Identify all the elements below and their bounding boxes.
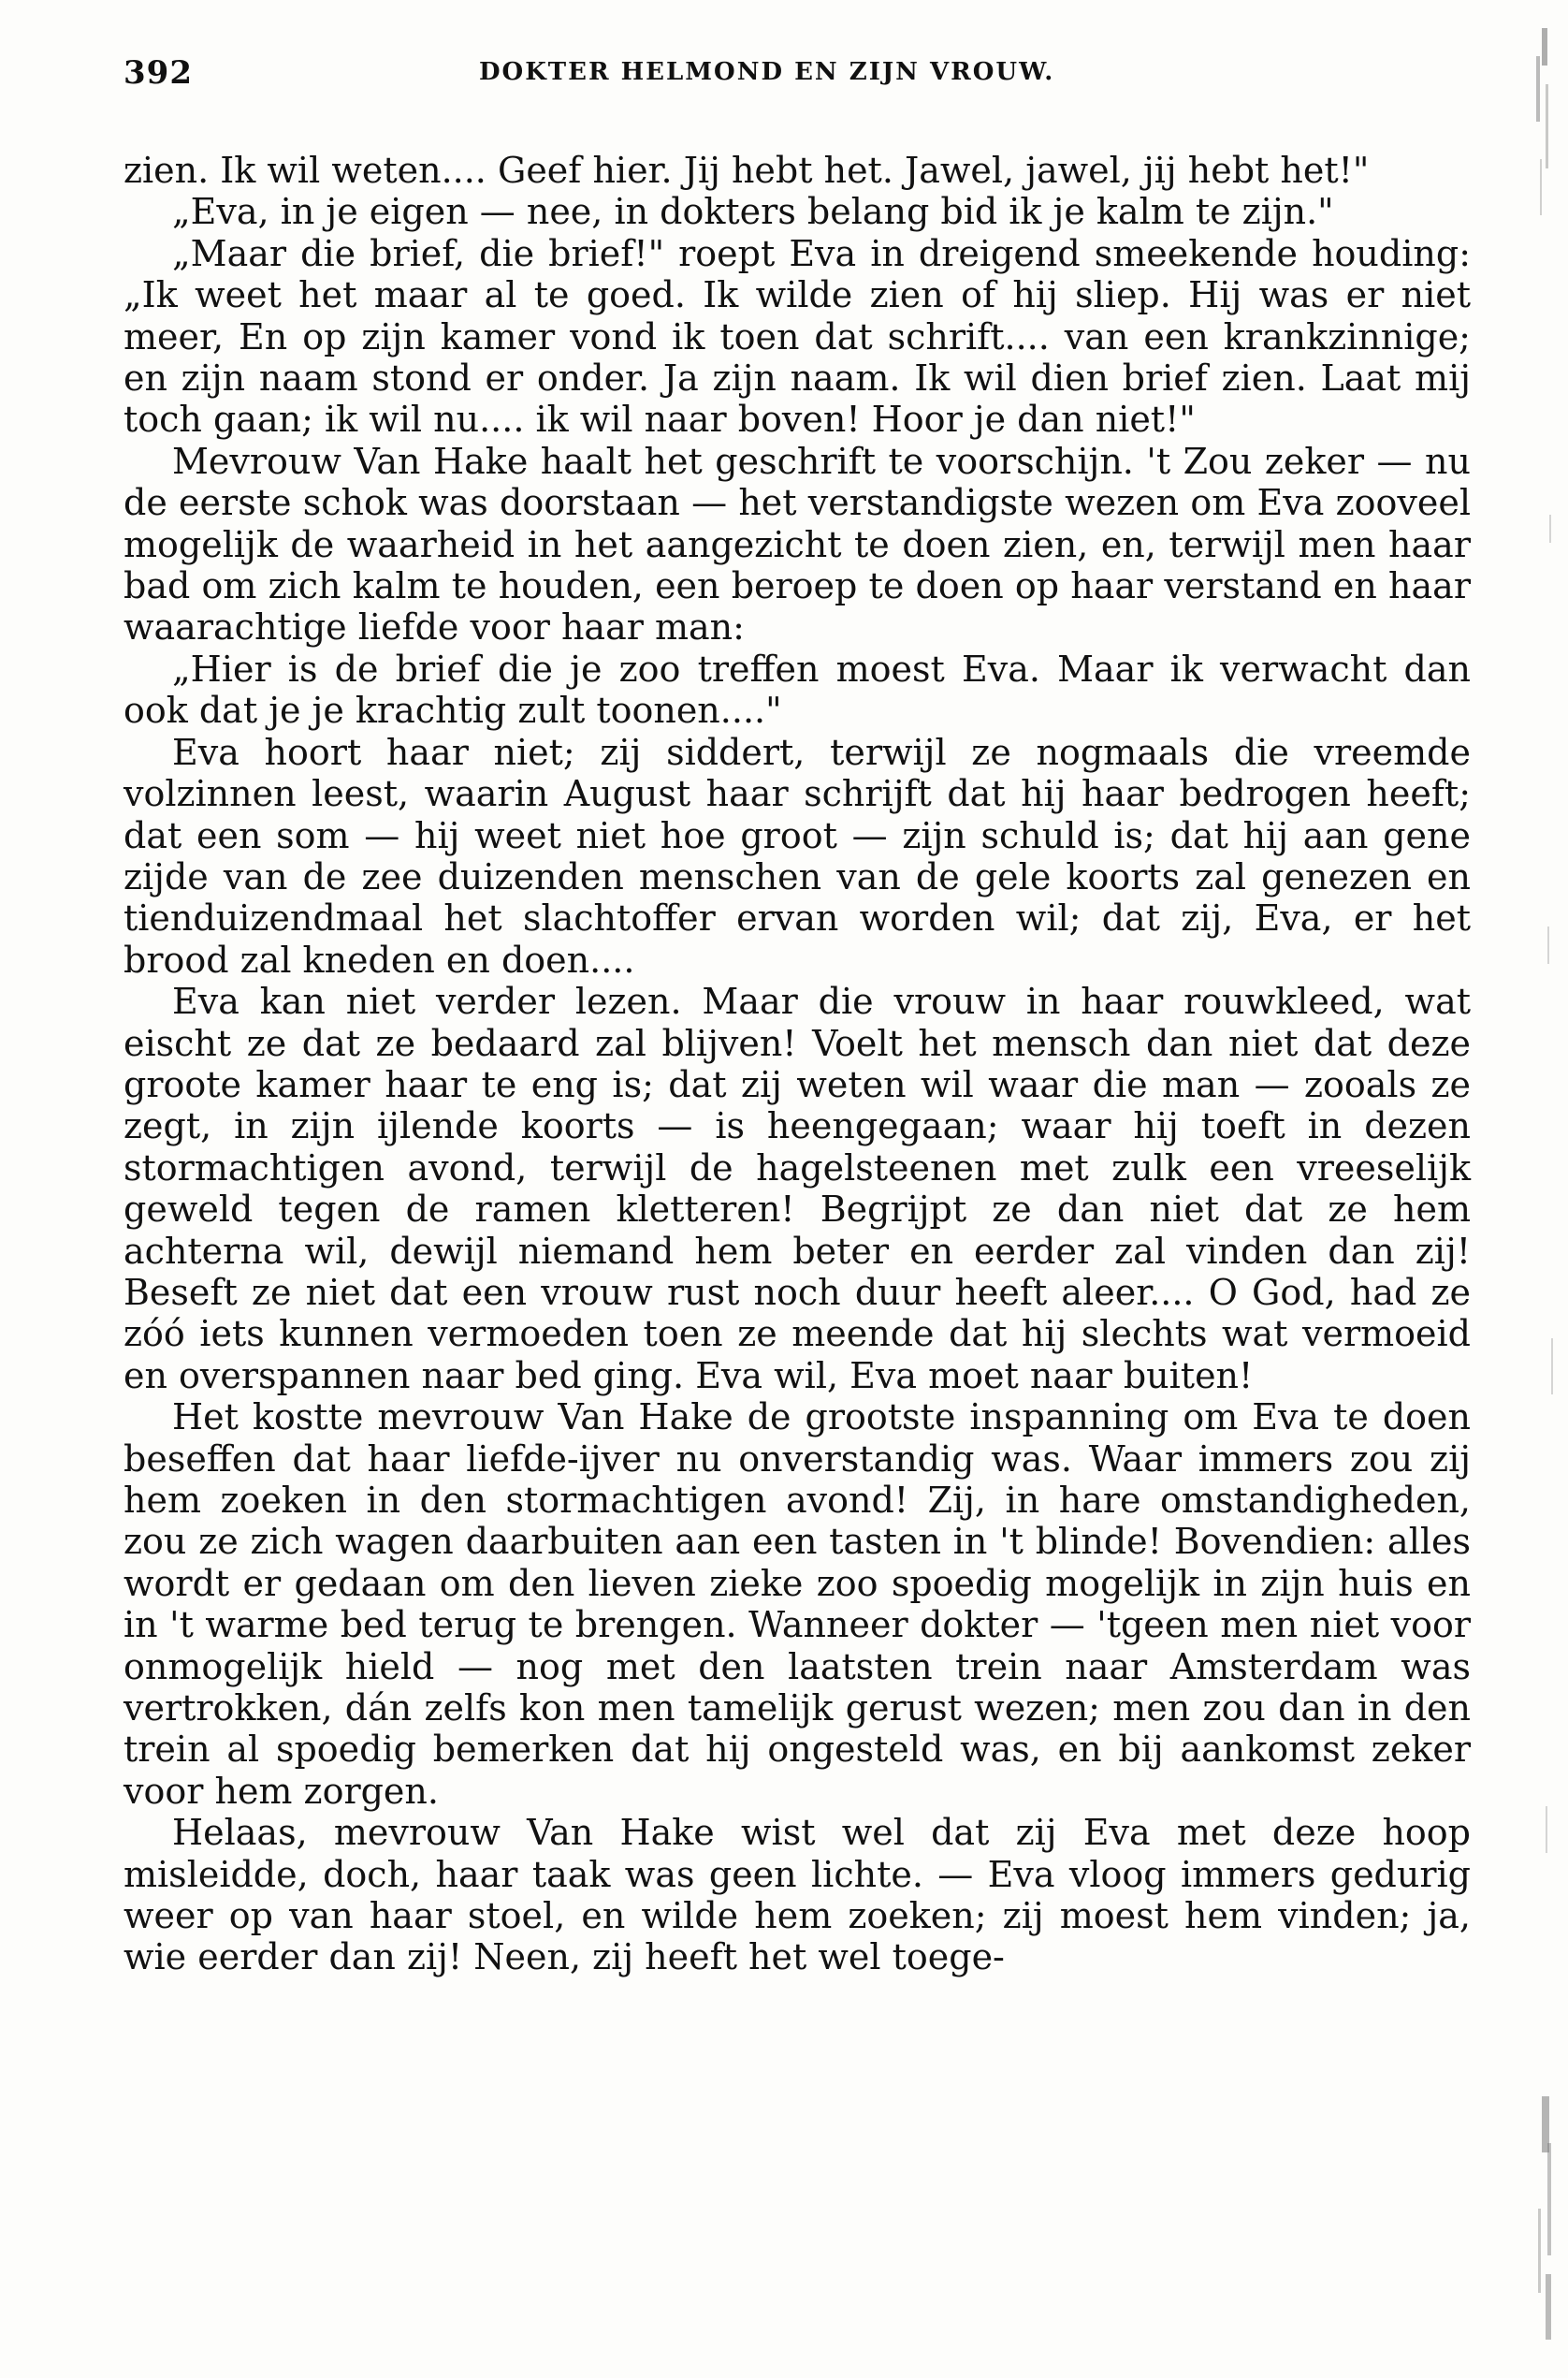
running-head: DOKTER HELMOND EN ZIJN VROUW. [479, 58, 1055, 86]
paragraph: Eva hoort haar niet; zij siddert, terwijl ze nogmaals die vreemde volzinnen leest, waarin August haar schrijft dat hij haar bedrogen heeft; dat een som — hij weet niet hoe groot — zijn schuld is; dat hij aan gene zijde van de zee duizenden menschen van de gele koorts zal genezen en tienduizendmaal het slachtoffer ervan worden wil; dat zij, Eva, er het brood zal kneden en doen.... [123, 731, 1471, 981]
paragraph: zien. Ik wil weten.... Geef hier. Jij hebt het. Jawel, jawel, jij hebt het!" [123, 150, 1370, 191]
paragraph: „Eva, in je eigen — nee, in dokters belang bid ik je kalm te zijn." [172, 191, 1334, 233]
page-number: 392 [123, 54, 193, 92]
page-header [123, 54, 1489, 92]
body-text [123, 150, 1471, 1978]
paragraph: „Maar die brief, die brief!" roept Eva in dreigend smeekende houding: „Ik weet het maar al te goed. Ik wilde zien of hij sliep. Hij was er niet meer, En op zijn kamer vond ik toen dat schrift.... van een krankzinnige; en zijn naam stond er onder. Ja zijn naam. Ik wil dien brief zien. Laat mij toch gaan; ik wil nu.... ik wil naar boven! Hoor je dan niet!" [123, 232, 1471, 441]
paragraph: Eva kan niet verder lezen. Maar die vrouw in haar rouwkleed, wat eischt ze dat ze bedaard zal blijven! Voelt het mensch dan niet dat deze groote kamer haar te eng is; dat zij weten wil waar die man — zooals ze zegt, in zijn ijlende koorts — is heengegaan; waar hij toeft in dezen stormachtigen avond, terwijl de hagelsteenen met zulk een vreeselijk geweld tegen de ramen kletteren! Begrijpt ze dan niet dat ze hem achterna wil, dewijl niemand hem beter en eerder zal vinden dan zij! Beseft ze niet dat een vrouw rust noch duur heeft aleer.... O God, had ze zóó iets kunnen vermoeden toen ze meende dat hij slechts wat vermoeid en overspannen naar bed ging. Eva wil, Eva moet naar buiten! [123, 981, 1471, 1396]
paragraph: Helaas, mevrouw Van Hake wist wel dat zij Eva met deze hoop misleidde, doch, haar taak was geen lichte. — Eva vloog immers gedurig weer op van haar stoel, en wilde hem zoeken; zij moest hem vinden; ja, wie eerder dan zij! Neen, zij heeft het wel toege- [123, 1812, 1471, 1978]
paragraph: Mevrouw Van Hake haalt het geschrift te voorschijn. 't Zou zeker — nu de eerste schok was doorstaan — het verstandigste wezen om Eva zooveel mogelijk de waarheid in het aangezicht te doen zien, en, terwijl men haar bad om zich kalm te houden, een beroep te doen op haar verstand en haar waarachtige liefde voor haar man: [123, 440, 1471, 649]
paragraph: Het kostte mevrouw Van Hake de grootste inspanning om Eva te doen beseffen dat haar liefde-ijver nu onverstandig was. Waar immers zou zij hem zoeken in den stormachtigen avond! Zij, in hare omstandigheden, zou ze zich wagen daarbuiten aan een tasten in 't blinde! Bovendien: alles wordt er gedaan om den lieven zieke zoo spoedig mogelijk in zijn huis en in 't warme bed terug te brengen. Wanneer dokter — 'tgeen men niet voor onmogelijk hield — nog met den laatsten trein naar Amsterdam was vertrokken, dán zelfs kon men tamelijk gerust wezen; men zou dan in den trein al spoedig bemerken dat hij ongesteld was, en bij aankomst zeker voor hem zorgen. [123, 1396, 1471, 1812]
paragraph: „Hier is de brief die je zoo treffen moest Eva. Maar ik verwacht dan ook dat je je krachtig zult toonen...." [123, 648, 1471, 732]
scan-edge-speckle [1514, 28, 1561, 2349]
